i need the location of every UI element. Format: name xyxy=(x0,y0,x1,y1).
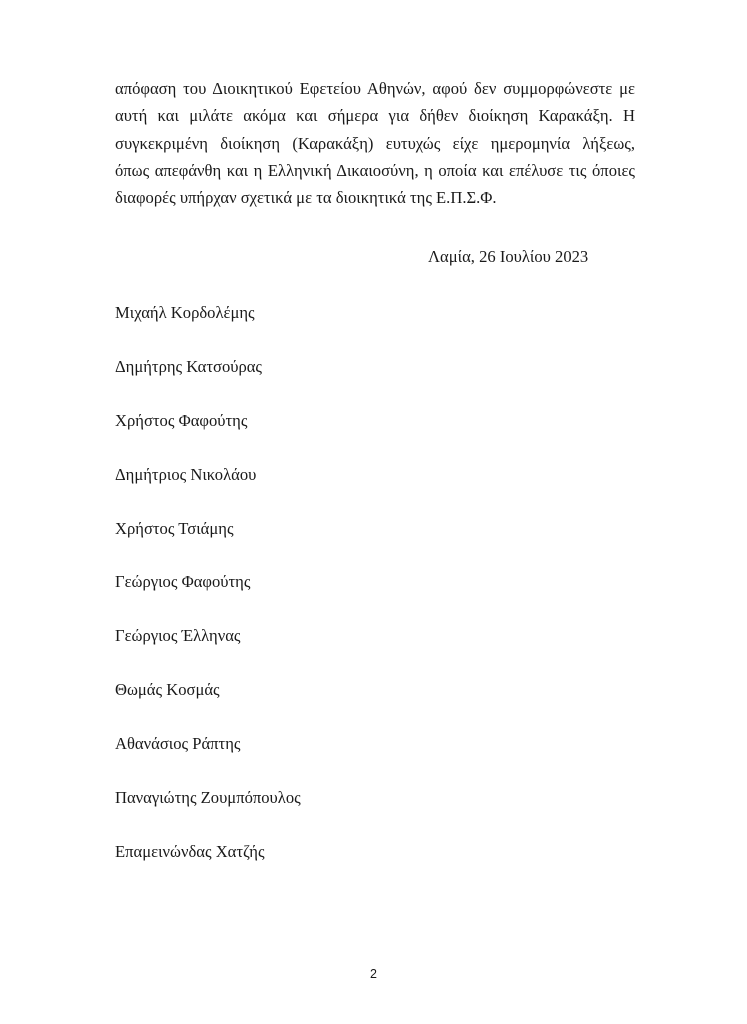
page-number: 2 xyxy=(370,967,377,981)
signatory-name: Χρήστος Τσιάμης xyxy=(115,518,234,538)
paragraph-line: αυτή και μιλάτε ακόμα και σήμερα για δήθεν διοίκηση Καρακάξη. Η xyxy=(115,106,635,126)
signatory-name: Παναγιώτης Ζουμπόπουλος xyxy=(115,788,301,808)
signatory-name: Δημήτρης Κατσούρας xyxy=(115,356,263,376)
body-paragraph xyxy=(115,75,635,211)
signatory-name: Θωμάς Κοσμάς xyxy=(115,680,220,700)
paragraph-line: διαφορές υπήρχαν σχετικά με τα διοικητικά της Ε.Π.Σ.Φ. xyxy=(115,188,497,208)
paragraph-line: όπως απεφάνθη και η Ελληνική Δικαιοσύνη, η οποία και επέλυσε τις όποιες xyxy=(115,160,635,180)
signatory-name: Γεώργιος Φαφούτης xyxy=(115,572,251,592)
paragraph-line: συγκεκριμένη διοίκηση (Καρακάξη) ευτυχώς είχε ημερομηνία λήξεως, xyxy=(115,133,635,153)
signatory-list xyxy=(115,302,301,895)
signatory-name: Αθανάσιος Ράπτης xyxy=(115,734,241,754)
signatory-name: Επαμεινώνδας Χατζής xyxy=(115,841,265,861)
signatory-name: Γεώργιος Έλληνας xyxy=(115,626,241,646)
signatory-name: Μιχαήλ Κορδολέμης xyxy=(115,303,255,322)
signatory-name: Χρήστος Φαφούτης xyxy=(115,410,248,430)
paragraph-line: απόφαση του Διοικητικού Εφετείου Αθηνών, αφού δεν συμμορφώνεστε με xyxy=(115,79,635,98)
place-date: Λαμία, 26 Ιουλίου 2023 xyxy=(428,247,589,266)
signatory-name: Δημήτριος Νικολάου xyxy=(115,464,257,484)
